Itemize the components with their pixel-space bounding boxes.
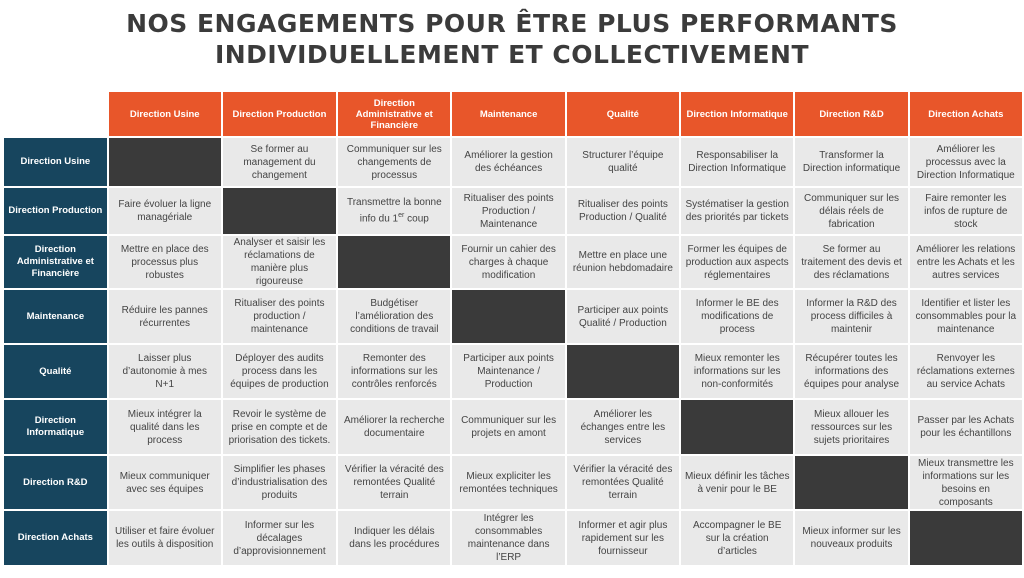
matrix-cell: Mieux intégrer la qualité dans les process (109, 400, 221, 454)
matrix-cell: Mieux informer sur les nouveaux produits (795, 511, 907, 565)
matrix-cell: Ritualiser des points Production / Qualité (567, 188, 679, 234)
table-row (4, 345, 1022, 398)
matrix-cell: Identifier et lister les consommables pour la maintenance (910, 290, 1022, 343)
diagonal-cell (452, 290, 564, 343)
diagonal-cell (109, 138, 221, 186)
matrix-cell: Fournir un cahier des charges à chaque modification (452, 236, 564, 288)
column-header: Direction R&D (795, 92, 907, 136)
row-header: Qualité (4, 345, 107, 398)
matrix-cell: Participer aux points Maintenance / Production (452, 345, 564, 398)
matrix-cell: Se former au management du changement (223, 138, 336, 186)
column-header: Direction Achats (910, 92, 1022, 136)
table-row (4, 188, 1022, 234)
matrix-cell: Structurer l’équipe qualité (567, 138, 679, 186)
diagonal-cell (567, 345, 679, 398)
matrix-cell: Laisser plus d’autonomie à mes N+1 (109, 345, 221, 398)
matrix-cell: Mieux définir les tâches à venir pour le BE (681, 456, 794, 509)
matrix-cell: Transformer la Direction informatique (795, 138, 907, 186)
row-header: Direction R&D (4, 456, 107, 509)
column-header: Maintenance (452, 92, 564, 136)
page-title (0, 8, 1024, 70)
diagonal-cell (681, 400, 794, 454)
matrix-cell: Communiquer sur les délais réels de fabrication (795, 188, 907, 234)
row-header: Maintenance (4, 290, 107, 343)
matrix-cell: Accompagner le BE sur la création d’articles (681, 511, 794, 565)
title-line-2: INDIVIDUELLEMENT ET COLLECTIVEMENT (214, 40, 810, 69)
matrix-cell: Former les équipes de production aux aspects réglementaires (681, 236, 794, 288)
column-header: Direction Informatique (681, 92, 794, 136)
matrix-cell: Mieux communiquer avec ses équipes (109, 456, 221, 509)
matrix-cell: Transmettre la bonne info du 1er coup (338, 188, 450, 234)
table-row (4, 511, 1022, 565)
column-header: Direction Production (223, 92, 336, 136)
matrix-cell: Améliorer les processus avec la Direction Informatique (910, 138, 1022, 186)
matrix-cell: Participer aux points Qualité / Production (567, 290, 679, 343)
matrix-cell: Mieux allouer les ressources sur les sujets prioritaires (795, 400, 907, 454)
table-row (4, 400, 1022, 454)
matrix-cell: Faire évoluer la ligne managériale (109, 188, 221, 234)
row-header: Direction Usine (4, 138, 107, 186)
matrix-cell: Ritualiser des points production / maintenance (223, 290, 336, 343)
matrix-cell: Intégrer les consommables maintenance dans l’ERP (452, 511, 564, 565)
matrix-cell: Améliorer les échanges entre les services (567, 400, 679, 454)
row-header: Direction Production (4, 188, 107, 234)
row-header: Direction Administrative et Financière (4, 236, 107, 288)
diagonal-cell (338, 236, 450, 288)
row-header: Direction Achats (4, 511, 107, 565)
matrix-cell: Communiquer sur les projets en amont (452, 400, 564, 454)
table-row (4, 236, 1022, 288)
table-row (4, 290, 1022, 343)
matrix-cell: Déployer des audits process dans les équipes de production (223, 345, 336, 398)
corner-cell (4, 92, 107, 136)
matrix-cell: Faire remonter les infos de rupture de stock (910, 188, 1022, 234)
matrix-cell: Mettre en place une réunion hebdomadaire (567, 236, 679, 288)
matrix-cell: Améliorer les relations entre les Achats et les autres services (910, 236, 1022, 288)
column-header: Qualité (567, 92, 679, 136)
diagonal-cell (223, 188, 336, 234)
table-row (4, 138, 1022, 186)
matrix-cell: Informer la R&D des process difficiles à maintenir (795, 290, 907, 343)
matrix-cell: Responsabiliser la Direction Informatique (681, 138, 794, 186)
matrix-cell: Vérifier la véracité des remontées Qualité terrain (567, 456, 679, 509)
matrix-cell: Informer sur les décalages d’approvisionnement (223, 511, 336, 565)
engagement-matrix (2, 90, 1024, 567)
matrix-cell: Budgétiser l’amélioration des conditions de travail (338, 290, 450, 343)
matrix-cell: Mieux transmettre les informations sur les besoins en composants (910, 456, 1022, 509)
matrix-cell: Mieux expliciter les remontées techniques (452, 456, 564, 509)
matrix-cell: Récupérer toutes les informations des équipes pour analyse (795, 345, 907, 398)
matrix-cell: Passer par les Achats pour les échantillons (910, 400, 1022, 454)
matrix-cell: Améliorer la recherche documentaire (338, 400, 450, 454)
column-header-row (4, 92, 1022, 136)
matrix-cell: Informer et agir plus rapidement sur les fournisseur (567, 511, 679, 565)
matrix-cell: Remonter des informations sur les contrôles renforcés (338, 345, 450, 398)
row-header: Direction Informatique (4, 400, 107, 454)
matrix-cell: Revoir le système de prise en compte et de priorisation des tickets. (223, 400, 336, 454)
matrix-cell: Mettre en place des processus plus robustes (109, 236, 221, 288)
matrix-cell: Réduire les pannes récurrentes (109, 290, 221, 343)
matrix-cell: Vérifier la véracité des remontées Qualité terrain (338, 456, 450, 509)
column-header: Direction Usine (109, 92, 221, 136)
matrix-cell: Renvoyer les réclamations externes au service Achats (910, 345, 1022, 398)
matrix-cell: Ritualiser des points Production / Maintenance (452, 188, 564, 234)
matrix-cell: Analyser et saisir les réclamations de manière plus rigoureuse (223, 236, 336, 288)
matrix-cell: Utiliser et faire évoluer les outils à disposition (109, 511, 221, 565)
matrix-cell: Indiquer les délais dans les procédures (338, 511, 450, 565)
matrix-cell: Améliorer la gestion des échéances (452, 138, 564, 186)
table-row (4, 456, 1022, 509)
matrix-cell: Se former au traitement des devis et des réclamations (795, 236, 907, 288)
column-header: Direction Administrative et Financière (338, 92, 450, 136)
diagonal-cell (910, 511, 1022, 565)
diagonal-cell (795, 456, 907, 509)
matrix-cell: Simplifier les phases d’industrialisation des produits (223, 456, 336, 509)
matrix-cell: Mieux remonter les informations sur les non-conformités (681, 345, 794, 398)
matrix-cell: Systématiser la gestion des priorités par tickets (681, 188, 794, 234)
matrix-cell: Communiquer sur les changements de processus (338, 138, 450, 186)
matrix-cell: Informer le BE des modifications de process (681, 290, 794, 343)
title-line-1: NOS ENGAGEMENTS POUR ÊTRE PLUS PERFORMANTS (126, 9, 898, 38)
